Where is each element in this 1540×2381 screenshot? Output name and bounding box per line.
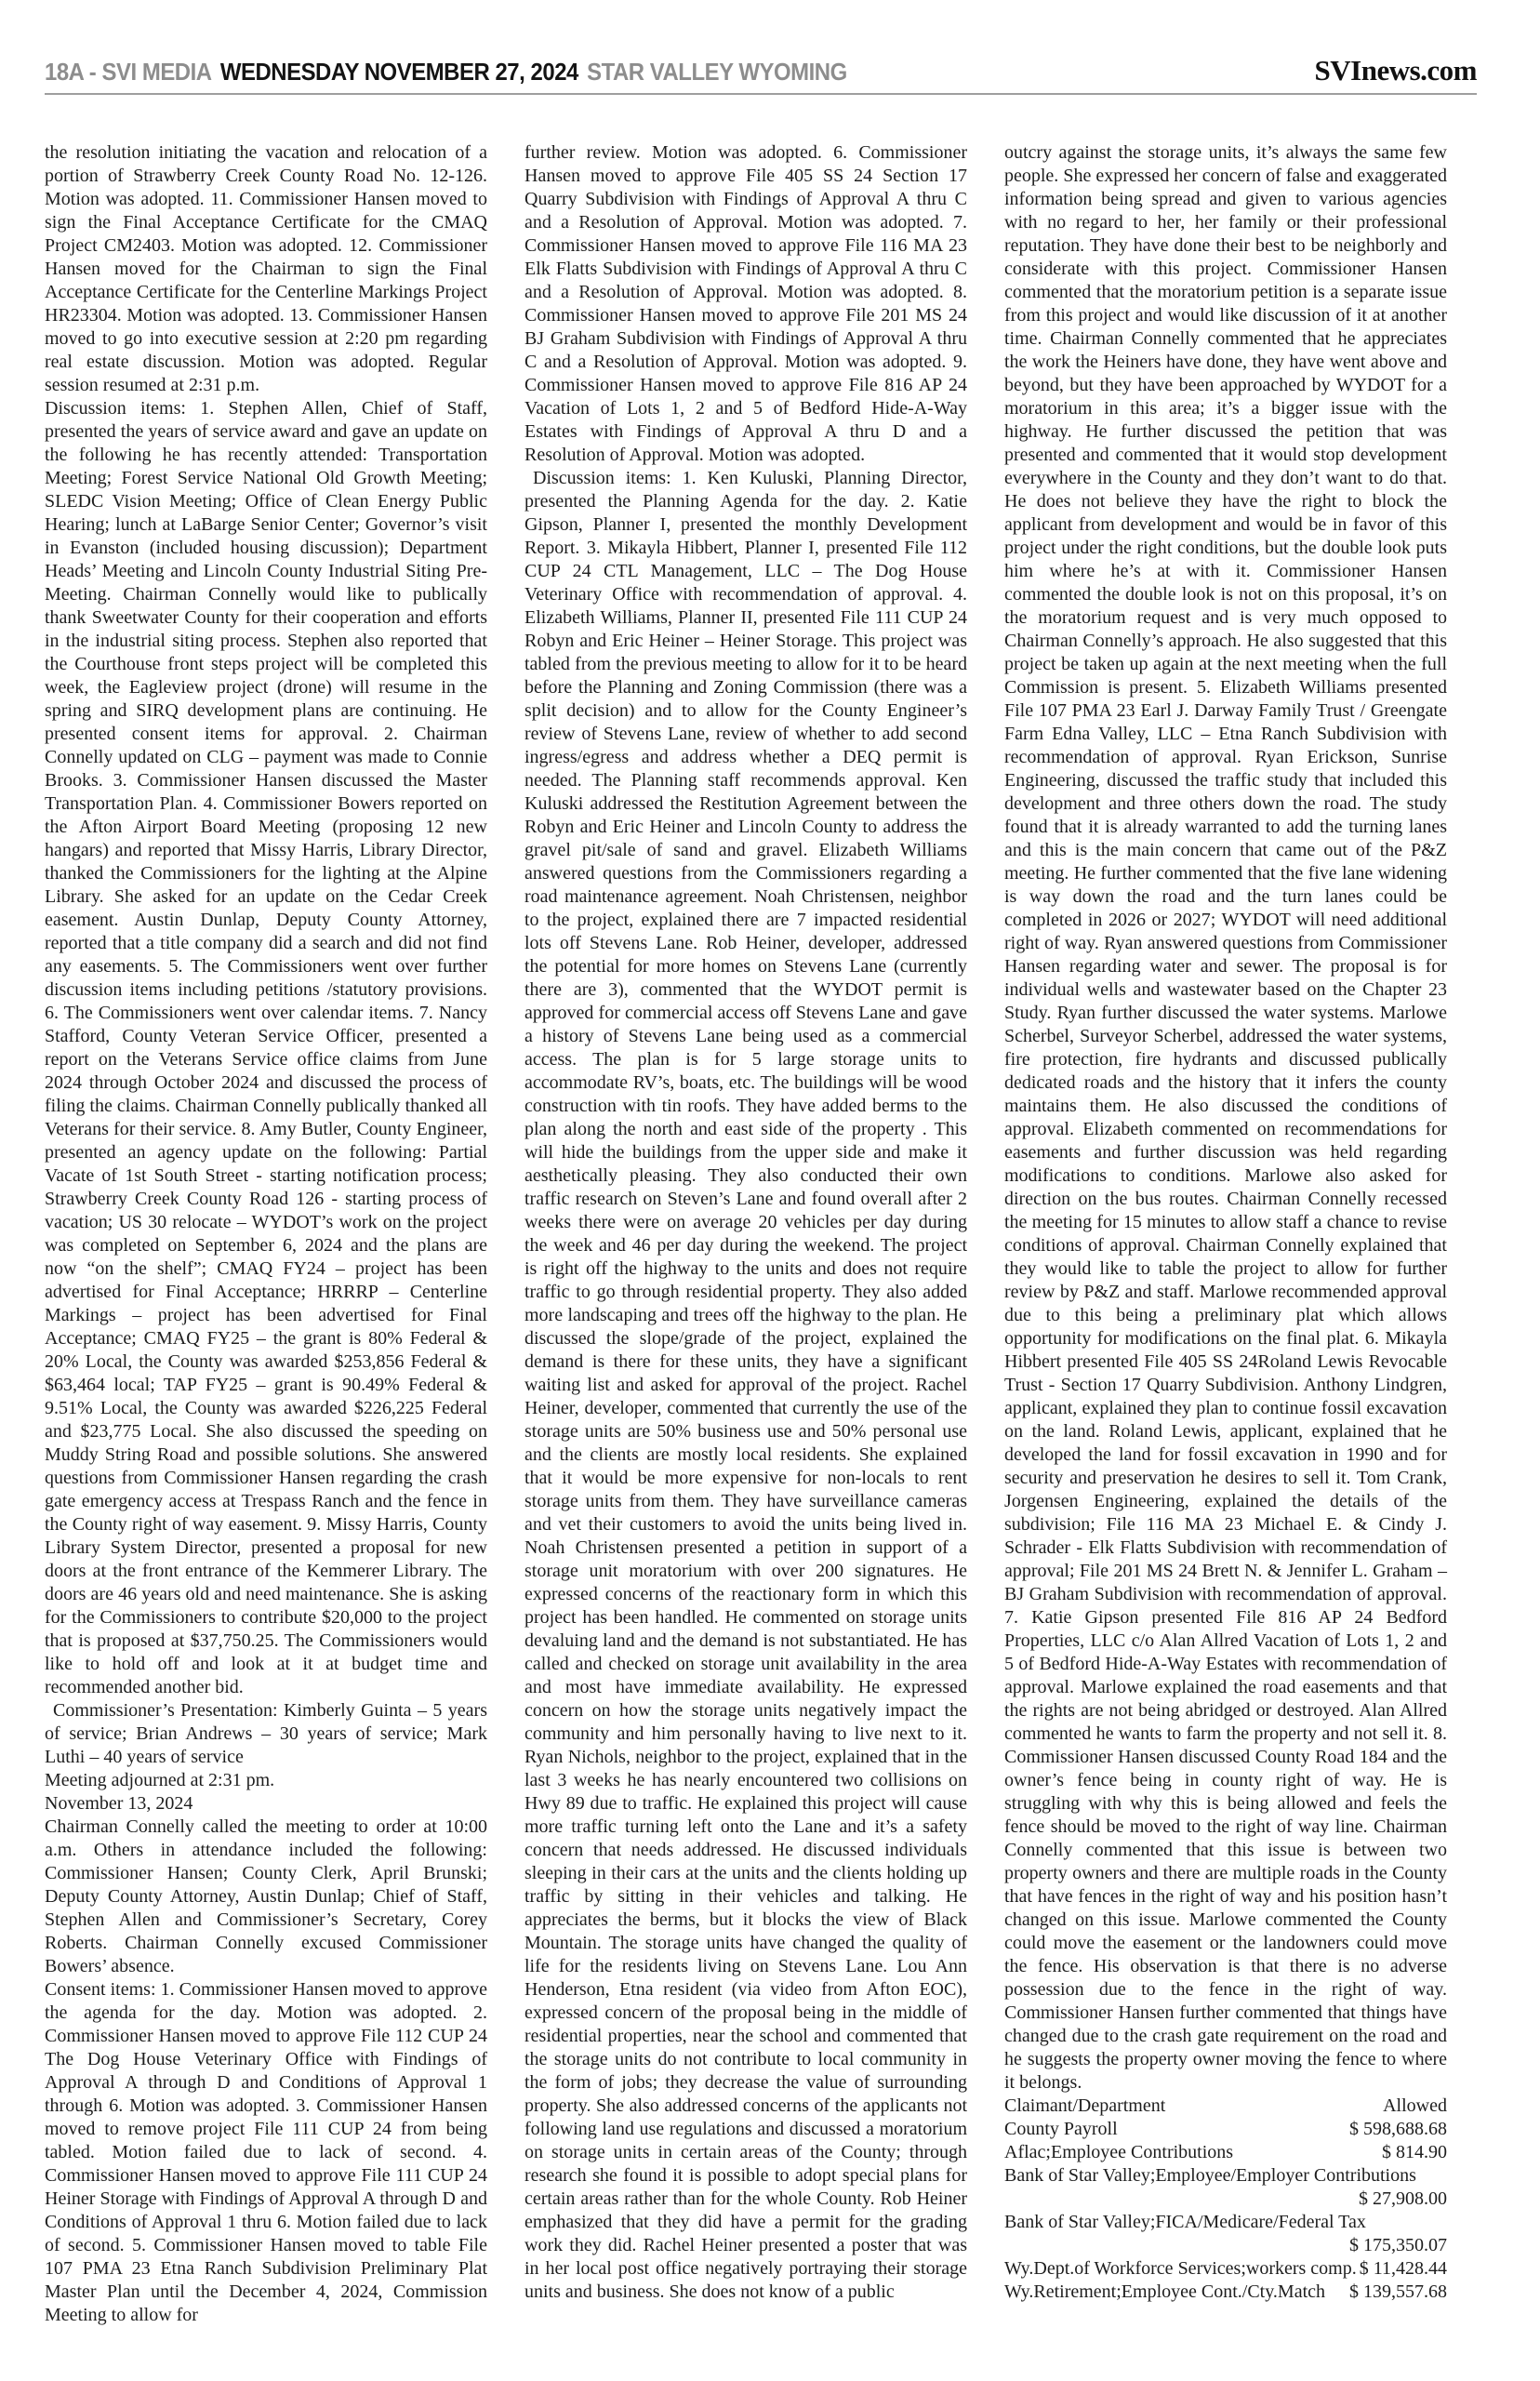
header-divider xyxy=(45,93,1477,95)
paragraph: Discussion items: 1. Stephen Allen, Chief of Staff, presented the years of service award and gave an update on the following he has recently attended: Transportation Meeting; Forest Service National Old Growth Meeting; SLEDC Vision Meeting; Office of Clean Energy Public Hearing; lunch at LaBarge Senior Center; Governor’s visit in Evanston (included housing discussion); Department Heads’ Meeting and Lincoln County Industrial Siting Pre-Meeting. Chairman Connelly would like to publically thank Sweetwater County for their cooperation and efforts in the industrial siting process. Stephen also reported that the Courthouse front steps project will be completed this week, the Eagleview project (drone) will resume in the spring and SIRQ development plans are continuing. He presented consent items for approval. 2. Chairman Connelly updated on CLG – payment was made to Connie Brooks. 3. Commissioner Hansen discussed the Master Transportation Plan. 4. Commissioner Bowers reported on the Afton Airport Board Meeting (proposing 12 new hangars) and reported that Missy Harris, Library Director, thanked the Commissioners for the lighting at the Alpine Library. She asked for an update on the Cedar Creek easement. Austin Dunlap, Deputy County Attorney, reported that a title company did a search and did not find any easements. 5. The Commissioners went over further discussion items including petitions /statutory provisions. 6. The Commissioners went over calendar items. 7. Nancy Stafford, County Veteran Service Officer, presented a report on the Veterans Service office claims from June 2024 through October 2024 and discussed the process of filing the claims. Chairman Connelly publically thanked all Veterans for their service. 8. Amy Butler, County Engineer, presented an agency update on the following: Partial Vacate of 1st South Street - starting notification process; Strawberry Creek County Road 126 - starting process of vacation; US 30 relocate – WYDOT’s work on the project was completed on September 6, 2024 and the plans are now “on the shelf”; CMAQ FY24 – project has been advertised for Final Acceptance; HRRRP – Centerline Markings – project has been advertised for Final Acceptance; CMAQ FY25 – the grant is 80% Federal & 20% Local, the County was awarded $253,856 Federal & $63,464 local; TAP FY25 – grant is 90.49% Federal & 9.51% Local, the County was awarded $226,225 Federal and $23,775 Local. She also discussed the speeding on Muddy String Road and possible solutions. She answered questions from Commissioner Hansen regarding the crash gate emergency access at Trespass Ranch and the fence in the County right of way easement. 9. Missy Harris, County Library System Director, presented a proposal for new doors at the front entrance of the Kemmerer Library. The doors are 46 years old and need maintenance. She is asking for the Commissioners to contribute $20,000 to the project that is proposed at $37,750.25. The Commissioners would like to hold off and look at it at budget time and recommended another bid. xyxy=(45,398,487,1697)
location-label: STAR VALLEY WYOMING xyxy=(587,58,847,86)
paragraph: Chairman Connelly called the meeting to order at 10:00 a.m. Others in attendance included the following: Commissioner Hansen; County Clerk, April Brunski; Deputy County Attorney, Austin Dunlap; Chief of Staff, Stephen Allen and Commissioner’s Secretary, Corey Roberts. Chairman Connelly excused Commissioner Bowers’ absence. xyxy=(45,1816,487,1976)
claims-row xyxy=(1004,2118,1447,2141)
claims-amount: $ 814.90 xyxy=(1382,2142,1447,2162)
header-left-group xyxy=(45,58,847,86)
paragraph: further review. Motion was adopted. 6. Commissioner Hansen moved to approve File 405 SS 24 Section 17 Quarry Subdivision with Findings of Approval A thru C and a Resolution of Approval. Motion was adopted. 7. Commissioner Hansen moved to approve File 116 MA 23 Elk Flatts Subdivision with Findings of Approval A thru C and a Resolution of Approval. Motion was adopted. 8. Commissioner Hansen moved to approve File 201 MS 24 BJ Graham Subdivision with Findings of Approval A thru C and a Resolution of Approval. Motion was adopted. 9. Commissioner Hansen moved to approve File 816 AP 24 Vacation of Lots 1, 2 and 5 of Bedford Hide-A-Way Estates with Findings of Approval A thru D and a Resolution of Approval. Motion was adopted. xyxy=(524,142,967,465)
claims-label: County Payroll xyxy=(1004,2119,1118,2139)
issue-date-label: WEDNESDAY NOVEMBER 27, 2024 xyxy=(219,58,578,86)
claims-amount: $ 27,908.00 xyxy=(1359,2188,1447,2209)
claims-row xyxy=(1004,2164,1447,2211)
paragraph: outcry against the storage units, it’s always the same few people. She expressed her concern of false and exaggerated information being spread and given to various agencies with no regard to her, her family or their professional reputation. They have done their best to be neighborly and considerate with this project. Commissioner Hansen commented that the moratorium petition is a separate issue from this project and would like discussion of it at another time. Chairman Connelly commented that he appreciates the work the Heiners have done, they have went above and beyond, but they have been approached by WYDOT for a moratorium in this area; it’s a bigger issue with the highway. He further discussed the petition that was presented and commented that it would stop development everywhere in the County and they don’t want to do that. He does not believe they have the right to block the applicant from development and would be in favor of this project under the right conditions, but the double look puts him where he’s at with it. Commissioner Hansen commented the double look is not on this proposal, it’s on the moratorium request and is very much opposed to Chairman Connelly’s approach. He also suggested that this project be taken up again at the next meeting when the full Commission is present. 5. Elizabeth Williams presented File 107 PMA 23 Earl J. Darway Family Trust / Greengate Farm Edna Valley, LLC – Etna Ranch Subdivision with recommendation of approval. Ryan Erickson, Sunrise Engineering, discussed the traffic study that included this development and three others down the road. The study found that it is already warranted to add the turning lanes and this is the main concern that came out of the P&Z meeting. He further commented that the five lane widening is way down the road and the turn lanes could be completed in 2026 or 2027; WYDOT will need additional right of way. Ryan answered questions from Commissioner Hansen regarding water and sewer. The proposal is for individual wells and wastewater based on the Chapter 23 Study. Ryan further discussed the water systems. Marlowe Scherbel, Surveyor Scherbel, addressed the water systems, fire protection, fire hydrants and discussed publically dedicated roads and the history that it infers the county maintains them. He also discussed the conditions of approval. Elizabeth commented on recommendations for easements and further discussion was held regarding modifications to conditions. Marlowe also asked for direction on the bus routes. Chairman Connelly recessed the meeting for 15 minutes to allow staff a chance to revise conditions of approval. Chairman Connelly explained that they would like to table the project to allow for further review by P&Z and staff. Marlowe recommended approval due to this being a preliminary plat which allows opportunity for modifications on the final plat. 6. Mikayla Hibbert presented File 405 SS 24Roland Lewis Revocable Trust - Section 17 Quarry Subdivision. Anthony Lindgren, applicant, explained they plan to continue fossil excavation on the land. Roland Lewis, applicant, explained that he developed the land for fossil excavation in 1990 and for security and preservation he desires to sell it. Tom Crank, Jorgensen Engineering, explained the details of the subdivision; File 116 MA 23 Michael E. & Cindy J. Schrader - Elk Flatts Subdivision with recommendation of approval; File 201 MS 24 Brett N. & Jennifer L. Graham – BJ Graham Subdivision with recommendation of approval. 7. Katie Gipson presented File 816 AP 24 Bedford Properties, LLC c/o Alan Allred Vacation of Lots 1, 2 and 5 of Bedford Hide-A-Way Estates with recommendation of approval. Marlowe explained the road easements and that the rights are not being abridged or destroyed. Alan Allred commented he wants to farm the property and not sell it. 8. Commissioner Hansen discussed County Road 184 and the owner’s fence being in county right of way. He is struggling with why this is being allowed and feels the fence should be moved to the right of way line. Chairman Connelly commented that this issue is between two property owners and there are multiple roads in the County that have fences in the right of way and his position hasn’t changed on this issue. Marlowe commented the County could move the easement or the landowners could move the fence. His observation is that there is no adverse possession due to the fence in the right of way. Commissioner Hansen further commented that things have changed due to the crash gate requirement on the road and he suggests the property owner moving the fence to where it belongs. xyxy=(1004,142,1447,2093)
paragraph: the resolution initiating the vacation and relocation of a portion of Strawberry Creek County Road No. 12-126. Motion was adopted. 11. Commissioner Hansen moved to sign the Final Acceptance Certificate for the CMAQ Project CM2403. Motion was adopted. 12. Commissioner Hansen moved for the Chairman to sign the Final Acceptance Certificate for the Centerline Markings Project HR23304. Motion was adopted. 13. Commissioner Hansen moved to go into executive session at 2:20 pm regarding real estate discussion. Motion was adopted. Regular session resumed at 2:31 p.m. xyxy=(45,142,487,395)
column-1 xyxy=(45,141,487,2327)
claims-label: Wy.Retirement;Employee Cont./Cty.Match xyxy=(1004,2281,1326,2302)
claims-amount: $ 175,350.07 xyxy=(1349,2235,1447,2255)
page-header xyxy=(45,0,1477,87)
paragraph: November 13, 2024 xyxy=(45,1793,193,1814)
claims-amount: $ 139,557.68 xyxy=(1349,2281,1447,2302)
paragraph: Consent items: 1. Commissioner Hansen moved to approve the agenda for the day. Motion was adopted. 2. Commissioner Hansen moved to approve File 112 CUP 24 The Dog House Veterinary Office with Findings of Approval A through D and Conditions of Approval 1 through 6. Motion was adopted. 3. Commissioner Hansen moved to remove project File 111 CUP 24 from being tabled. Motion failed due to lack of second. 4. Commissioner Hansen moved to approve File 111 CUP 24 Heiner Storage with Findings of Approval A through D and Conditions of Approval 1 thru 6. Motion failed due to lack of second. 5. Commissioner Hansen moved to table File 107 PMA 23 Etna Ranch Subdivision Preliminary Plat Master Plan until the December 4, 2024, Commission Meeting to allow for xyxy=(45,1979,487,2325)
claims-row xyxy=(1004,2095,1447,2118)
claims-label: Bank of Star Valley;Employee/Employer Contributions xyxy=(1004,2165,1416,2186)
claims-amount: $ 598,688.68 xyxy=(1349,2119,1447,2139)
paragraph: Discussion items: 1. Ken Kuluski, Planning Director, presented the Planning Agenda for the day. 2. Katie Gipson, Planner I, presented the monthly Development Report. 3. Mikayla Hibbert, Planner I, presented File 112 CUP 24 CTL Management, LLC – The Dog House Veterinary Office with recommendation of approval. 4. Elizabeth Williams, Planner II, presented File 111 CUP 24 Robyn and Eric Heiner – Heiner Storage. This project was tabled from the previous meeting to allow for it to be heard before the Planning and Zoning Commission (there was a split decision) and to allow for the County Engineer’s review of Stevens Lane, review of whether to add second ingress/egress and address whether a DEQ permit is needed. The Planning staff recommends approval. Ken Kuluski addressed the Restitution Agreement between the Robyn and Eric Heiner and Lincoln County to address the gravel pit/sale of sand and gravel. Elizabeth Williams answered questions from the Commissioners regarding a road maintenance agreement. Noah Christensen, neighbor to the project, explained there are 7 impacted residential lots off Stevens Lane. Rob Heiner, developer, addressed the potential for more homes on Stevens Lane (currently there are 3), commented that the WYDOT permit is approved for commercial access off Stevens Lane and gave a history of Stevens Lane being used as a commercial access. The plan is for 5 large storage units to accommodate RV’s, boats, etc. The buildings will be wood construction with tin roofs. They have added berms to the plan along the north and east side of the property . This will hide the buildings from the upper side and make it aesthetically pleasing. They also conducted their own traffic research on Steven’s Lane and found overall after 2 weeks there were on average 20 vehicles per day during the week and 46 per day during the weekend. The project is right off the highway to the units and does not require traffic to go through residential property. They also added more landscaping and trees off the highway to the plan. He discussed the slope/grade of the project, explained the demand is there for these units, they have a significant waiting list and asked for approval of the project. Rachel Heiner, developer, commented that currently the use of the storage units are 50% business use and 50% personal use and the clients are mostly local residents. She explained that it would be more expensive for non-locals to rent storage units from them. They have surveillance cameras and vet their customers to avoid the units being lived in. Noah Christensen presented a petition in support of a storage unit moratorium with over 200 signatures. He expressed concerns of the reactionary form in which this project has been handled. He commented on storage units devaluing land and the demand is not substantiated. He has called and checked on storage unit availability in the area and most have immediate availability. He expressed concern on how the storage units negatively impact the community and him personally having to live next to it. Ryan Nichols, neighbor to the project, explained that in the last 3 weeks he has nearly encountered two collisions on Hwy 89 due to traffic. He explained this project will cause more traffic turning left onto the Lane and it’s a safety concern that needs addressed. He discussed individuals sleeping in their cars at the units and the clients holding up traffic by sitting in their vehicles and talking. He appreciates the berms, but it blocks the view of Black Mountain. The storage units have changed the quality of life for the residents living on Stevens Lane. Lou Ann Henderson, Etna resident (via video from Afton EOC), expressed concern of the proposal being in the middle of residential properties, near the school and commented that the storage units do not contribute to local community in the form of jobs; they decrease the value of surrounding property. She also addressed concerns of the applicants not following land use regulations and discussed a moratorium on storage units in certain areas of the County; through research she found it is possible to adopt special plans for certain areas rather than for the whole County. Rob Heiner emphasized that they did have a permit for the grading work they did. Rachel Heiner presented a poster that was in her local post office negatively portraying their storage units and business. She does not know of a public xyxy=(524,468,967,2302)
paragraph: Commissioner’s Presentation: Kimberly Guinta – 5 years of service; Brian Andrews – 30 years of service; Mark Luthi – 40 years of service xyxy=(45,1700,487,1767)
claims-label: Wy.Dept.of Workforce Services;workers comp. xyxy=(1004,2258,1357,2279)
claims-label: Bank of Star Valley;FICA/Medicare/Federal Tax xyxy=(1004,2212,1366,2232)
column-2 xyxy=(524,141,967,2327)
article-body xyxy=(45,141,1540,2327)
claims-row xyxy=(1004,2141,1447,2164)
claims-amount: Allowed xyxy=(1383,2095,1447,2116)
claims-row xyxy=(1004,2257,1447,2281)
claims-row xyxy=(1004,2281,1447,2304)
claims-row xyxy=(1004,2211,1447,2257)
site-logo: SVInews.com xyxy=(1314,54,1477,86)
column-3 xyxy=(1004,141,1447,2327)
paragraph: Meeting adjourned at 2:31 pm. xyxy=(45,1770,275,1790)
claims-label: Claimant/Department xyxy=(1004,2095,1166,2116)
claims-label: Aflac;Employee Contributions xyxy=(1004,2142,1234,2162)
claims-amount: $ 11,428.44 xyxy=(1359,2258,1447,2279)
page-number-label: 18A - SVI MEDIA xyxy=(45,58,212,86)
